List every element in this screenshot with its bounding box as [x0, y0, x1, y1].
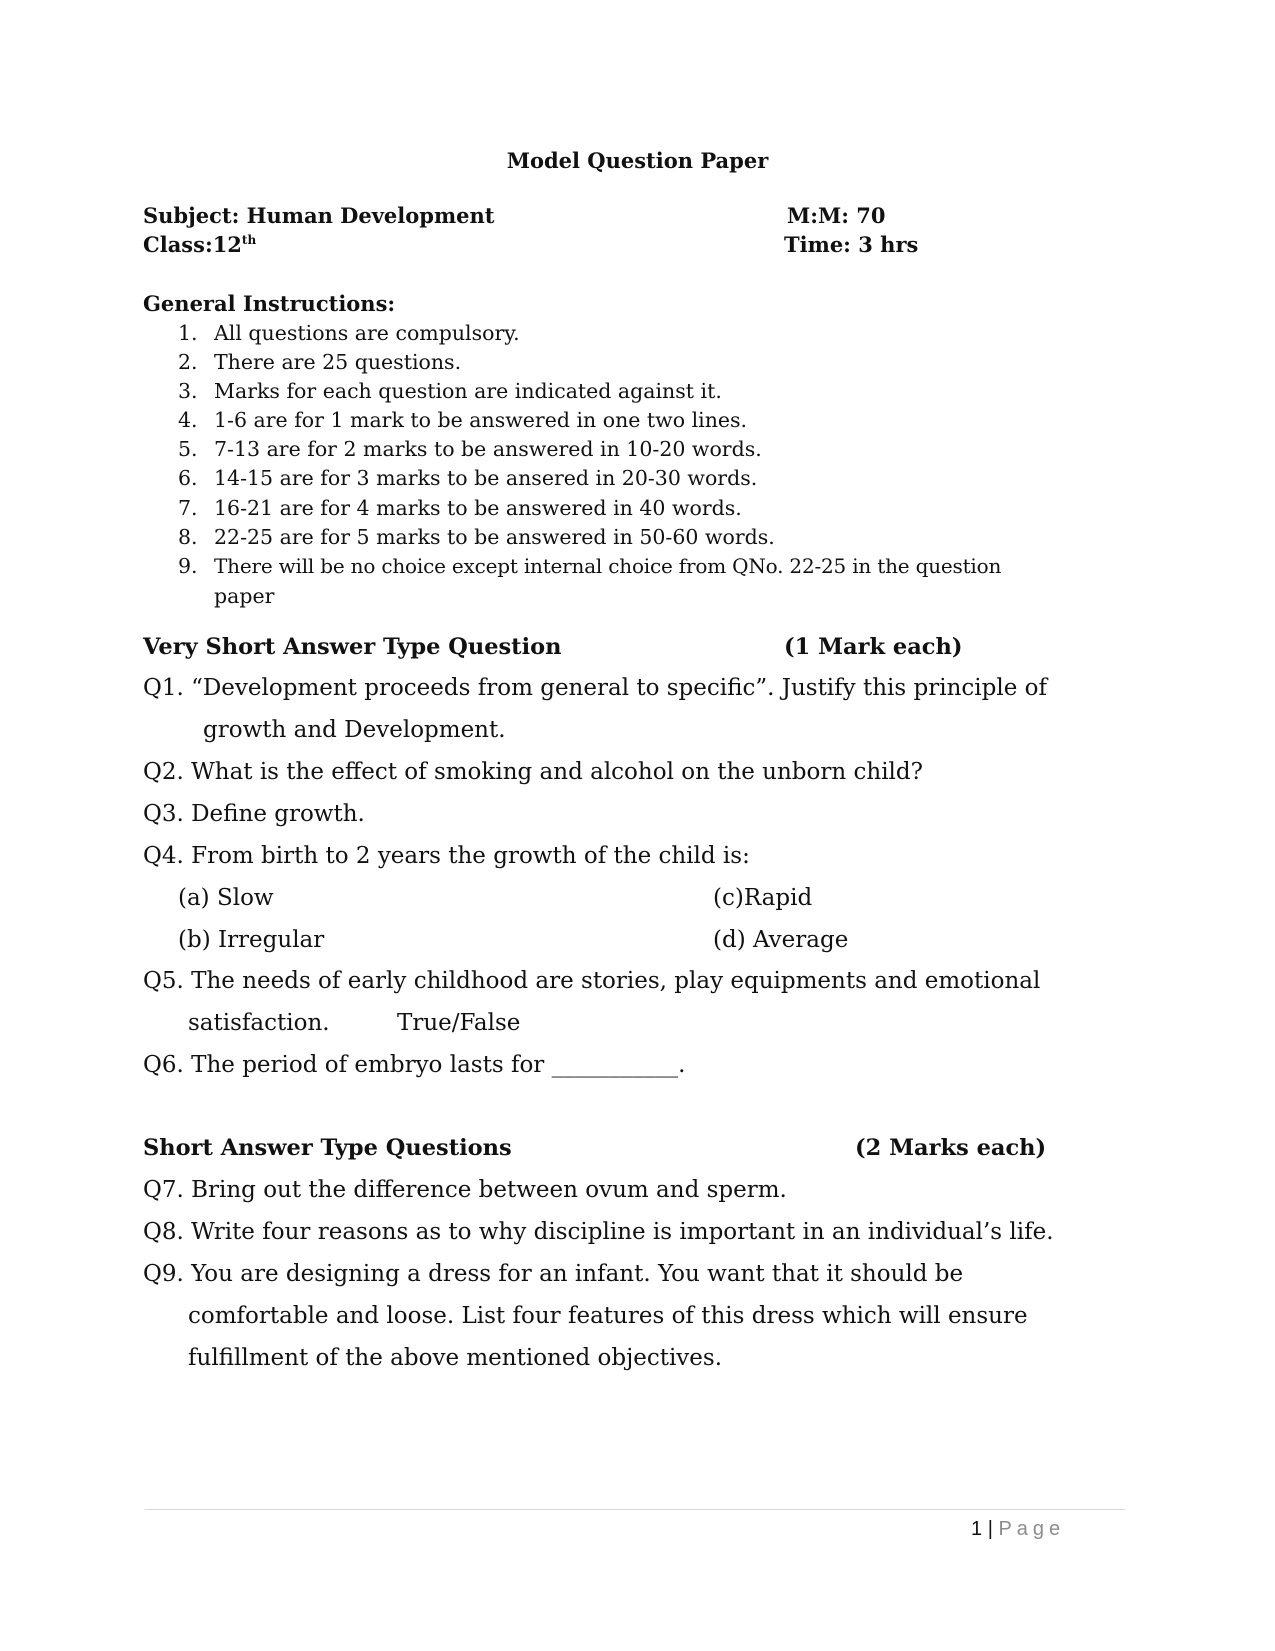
option-b: (b) Irregular — [178, 927, 325, 953]
section-heading: Very Short Answer Type Question — [143, 634, 562, 660]
option-c: (c)Rapid — [713, 885, 813, 911]
instruction-number: 7. — [178, 496, 198, 520]
page-title: Model Question Paper — [506, 148, 769, 173]
subject-label: Subject: Human Development — [143, 203, 495, 228]
question-q4: Q4. From birth to 2 years the growth of the child is: — [143, 843, 750, 869]
instruction-text: 1-6 are for 1 mark to be answered in one two lines. — [214, 408, 748, 432]
time-label: Time: 3 hrs — [784, 232, 919, 257]
instruction-number: 2. — [178, 350, 198, 374]
page-separator: | — [987, 1518, 993, 1540]
instruction-number: 8. — [178, 525, 198, 549]
question-q5-continuation: satisfaction. — [188, 1010, 330, 1036]
section-heading: Short Answer Type Questions — [143, 1135, 512, 1161]
instruction-number: 6. — [178, 466, 198, 490]
footer-divider — [145, 1509, 1125, 1510]
instruction-text: 7-13 are for 2 marks to be answered in 10-20 words. — [214, 437, 762, 461]
question-q9-continuation: comfortable and loose. List four features of this dress which will ensure — [188, 1303, 1028, 1329]
question-q9: Q9. You are designing a dress for an infant. You want that it should be — [143, 1261, 964, 1287]
instructions-heading: General Instructions: — [143, 291, 396, 316]
instruction-text: All questions are compulsory. — [214, 321, 520, 345]
question-q7: Q7. Bring out the difference between ovum and sperm. — [143, 1177, 787, 1203]
question-q5: Q5. The needs of early childhood are stories, play equipments and emotional — [143, 968, 1041, 994]
instruction-number: 5. — [178, 437, 198, 461]
question-q1-continuation: growth and Development. — [203, 717, 506, 743]
page-label: Page — [998, 1518, 1066, 1540]
instruction-text: 16-21 are for 4 marks to be answered in 40 words. — [214, 496, 742, 520]
question-q9-continuation: fulfillment of the above mentioned objectives. — [188, 1345, 723, 1371]
section-marks: (2 Marks each) — [855, 1135, 1047, 1161]
instruction-text: There will be no choice except internal choice from QNo. 22-25 in the question — [214, 554, 1002, 578]
instruction-number: 1. — [178, 321, 198, 345]
max-marks-label: M:M: 70 — [787, 203, 886, 228]
question-q6: Q6. The period of embryo lasts for ___________. — [143, 1052, 686, 1078]
page-number: 1 — [971, 1518, 983, 1540]
instruction-text: 22-25 are for 5 marks to be answered in 50-60 words. — [214, 525, 775, 549]
instruction-number: 3. — [178, 379, 198, 403]
class-label — [143, 232, 256, 257]
instruction-number: 9. — [178, 554, 198, 578]
section-marks: (1 Mark each) — [784, 634, 963, 660]
class-superscript: th — [241, 233, 257, 247]
question-q8: Q8. Write four reasons as to why discipline is important in an individual’s life. — [143, 1219, 1054, 1245]
question-q2: Q2. What is the effect of smoking and alcohol on the unborn child? — [143, 759, 923, 785]
instruction-text: 14-15 are for 3 marks to be ansered in 20-30 words. — [214, 466, 758, 490]
instruction-text: Marks for each question are indicated against it. — [214, 379, 722, 403]
page-footer — [971, 1518, 1065, 1541]
option-d: (d) Average — [713, 927, 849, 953]
instruction-continuation: paper — [214, 584, 275, 608]
question-q3: Q3. Define growth. — [143, 801, 365, 827]
true-false-label: True/False — [397, 1010, 521, 1036]
class-text: Class:12 — [143, 232, 242, 257]
question-q1: Q1. “Development proceeds from general to specific”. Justify this principle of — [143, 675, 1047, 701]
instruction-number: 4. — [178, 408, 198, 432]
instruction-text: There are 25 questions. — [214, 350, 462, 374]
option-a: (a) Slow — [178, 885, 274, 911]
